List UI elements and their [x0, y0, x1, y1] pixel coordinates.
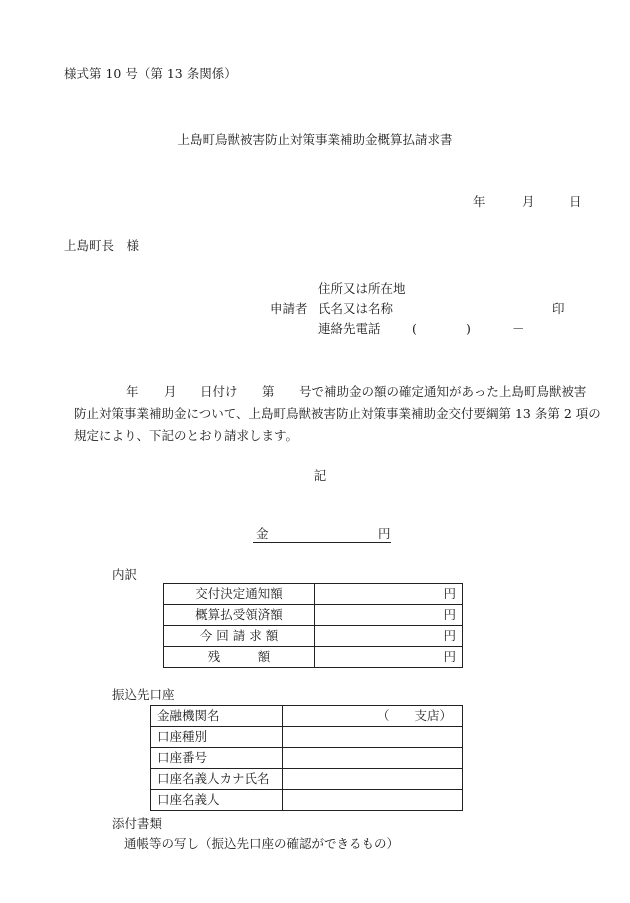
breakdown-item: 概算払受領済額: [164, 605, 315, 626]
breakdown-row: [164, 605, 463, 626]
bank-item: 口座種別: [151, 727, 283, 748]
bank-item: 口座名義人: [151, 790, 283, 811]
breakdown-value[interactable]: 円: [315, 626, 463, 647]
bank-item: 口座番号: [151, 748, 283, 769]
bank-row: [151, 727, 463, 748]
amount-yen: 円: [378, 526, 391, 541]
date-day-label: 日: [569, 194, 582, 209]
seal-mark: 印: [552, 301, 565, 316]
attachments-item: 通帳等の写し（振込先口座の確認ができるもの）: [124, 836, 400, 851]
bank-item: 金融機関名: [151, 706, 283, 727]
bank-row: [151, 769, 463, 790]
name-label: 氏名又は名称: [318, 301, 394, 316]
breakdown-label: 内訳: [112, 567, 138, 582]
phone-close-paren: ): [466, 321, 471, 336]
breakdown-row: [164, 626, 463, 647]
body-line3: 規定により、下記のとおり請求します。: [74, 428, 299, 443]
body-month: 月: [164, 384, 177, 399]
body-dated: 日付け: [200, 384, 238, 399]
bank-row: [151, 790, 463, 811]
body-line2: 防止対策事業補助金について、上島町鳥獣被害防止対策事業補助金交付要綱第 13 条第 2 項の: [74, 406, 601, 421]
breakdown-row: [164, 584, 463, 605]
breakdown-value[interactable]: 円: [315, 605, 463, 626]
breakdown-table: [163, 583, 463, 668]
breakdown-value[interactable]: 円: [315, 584, 463, 605]
bank-value[interactable]: [283, 769, 463, 790]
phone-dash: －: [512, 321, 525, 336]
phone-open-paren: (: [412, 321, 417, 336]
address-label: 住所又は所在地: [318, 281, 406, 296]
bank-table: [150, 705, 463, 811]
breakdown-row: [164, 647, 463, 668]
breakdown-item: 今 回 請 求 額: [164, 626, 315, 647]
date-year-label: 年: [473, 194, 486, 209]
applicant-role-label: 申請者: [270, 301, 308, 316]
bank-row: [151, 748, 463, 769]
date-month-label: 月: [522, 194, 535, 209]
body-line1: 号で補助金の額の確定通知があった上島町鳥獣被害: [299, 384, 587, 399]
amount-underline: [253, 542, 391, 543]
body-year: 年: [126, 384, 139, 399]
breakdown-item: 残 額: [164, 647, 315, 668]
body-no-prefix: 第: [262, 384, 275, 399]
attachments-label: 添付書類: [112, 816, 163, 831]
addressee: 上島町長 様: [64, 238, 140, 253]
amount-kin: 金: [256, 526, 269, 541]
form-number: 様式第 10 号（第 13 条関係）: [64, 66, 237, 81]
bank-item: 口座名義人カナ氏名: [151, 769, 283, 790]
bank-value[interactable]: [283, 727, 463, 748]
phone-label: 連絡先電話: [318, 321, 381, 336]
document-title: 上島町鳥獣被害防止対策事業補助金概算払請求書: [177, 132, 453, 147]
bank-value[interactable]: （ 支店）: [283, 706, 463, 727]
bank-label: 振込先口座: [112, 687, 175, 702]
bank-value[interactable]: [283, 790, 463, 811]
breakdown-item: 交付決定通知額: [164, 584, 315, 605]
bank-value[interactable]: [283, 748, 463, 769]
bank-row: [151, 706, 463, 727]
breakdown-value[interactable]: 円: [315, 647, 463, 668]
ki-heading: 記: [313, 468, 327, 483]
